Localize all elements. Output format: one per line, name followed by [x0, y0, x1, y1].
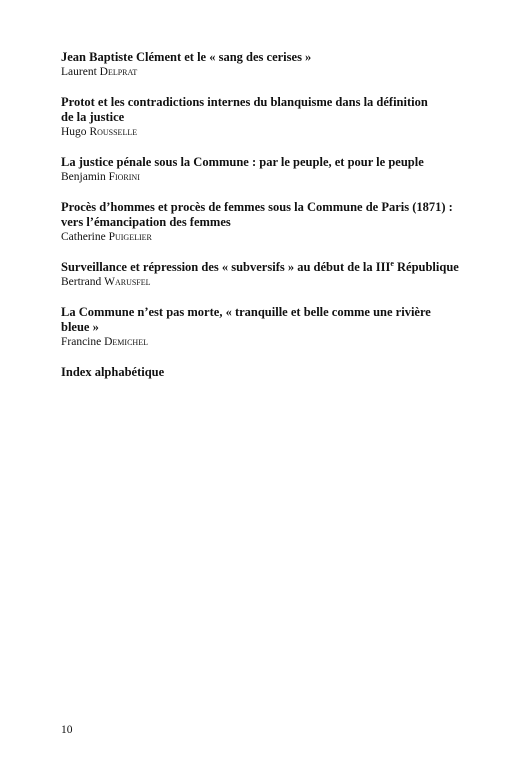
author-first-name: Bertrand: [61, 276, 102, 288]
toc-entry: [61, 365, 461, 380]
entry-author: [61, 170, 461, 184]
entry-author: [61, 65, 461, 79]
toc-entry: [61, 155, 461, 184]
author-last-name: Fiorini: [108, 171, 140, 183]
entry-author: [61, 125, 461, 139]
table-of-contents: [61, 50, 461, 396]
entry-title-line: vers l’émancipation des femmes: [61, 215, 231, 229]
entry-title-line: Protot et les contradictions internes du blanquisme dans la définition: [61, 95, 428, 109]
entry-title: Jean Baptiste Clément et le « sang des cerises »: [61, 50, 312, 64]
author-last-name: Rousselle: [89, 126, 138, 138]
entry-title-line: Procès d’hommes et procès de femmes sous la Commune de Paris (1871) :: [61, 200, 453, 214]
toc-entry: [61, 200, 461, 244]
toc-entry: [61, 305, 461, 349]
entry-title-line: de la justice: [61, 110, 125, 124]
entry-author: [61, 335, 461, 349]
page-number: 10: [61, 724, 73, 736]
entry-author: [61, 230, 461, 244]
author-first-name: Benjamin: [61, 171, 106, 183]
author-first-name: Hugo: [61, 126, 87, 138]
ordinal-superscript: e: [390, 258, 394, 268]
entry-title: La justice pénale sous la Commune : par le peuple, et pour le peuple: [61, 155, 424, 169]
author-last-name: Demichel: [104, 336, 148, 348]
entry-author: [61, 275, 461, 289]
author-first-name: Catherine: [61, 231, 106, 243]
toc-entry: [61, 95, 461, 139]
toc-entry: [61, 50, 461, 79]
entry-title-text: Surveillance et répression des « subversifs » au début de la III: [61, 260, 391, 274]
author-first-name: Francine: [61, 336, 102, 348]
author-first-name: Laurent: [61, 66, 97, 78]
author-last-name: Delprat: [99, 66, 138, 78]
entry-title-line: bleue »: [61, 320, 99, 334]
entry-title: Index alphabétique: [61, 365, 165, 379]
toc-entry: [61, 260, 461, 289]
entry-title-line: La Commune n’est pas morte, « tranquille et belle comme une rivière: [61, 305, 431, 319]
author-last-name: Warusfel: [104, 276, 151, 288]
author-last-name: Puigelier: [108, 231, 152, 243]
entry-title-text: République: [393, 260, 459, 274]
entry-title: [61, 260, 461, 275]
